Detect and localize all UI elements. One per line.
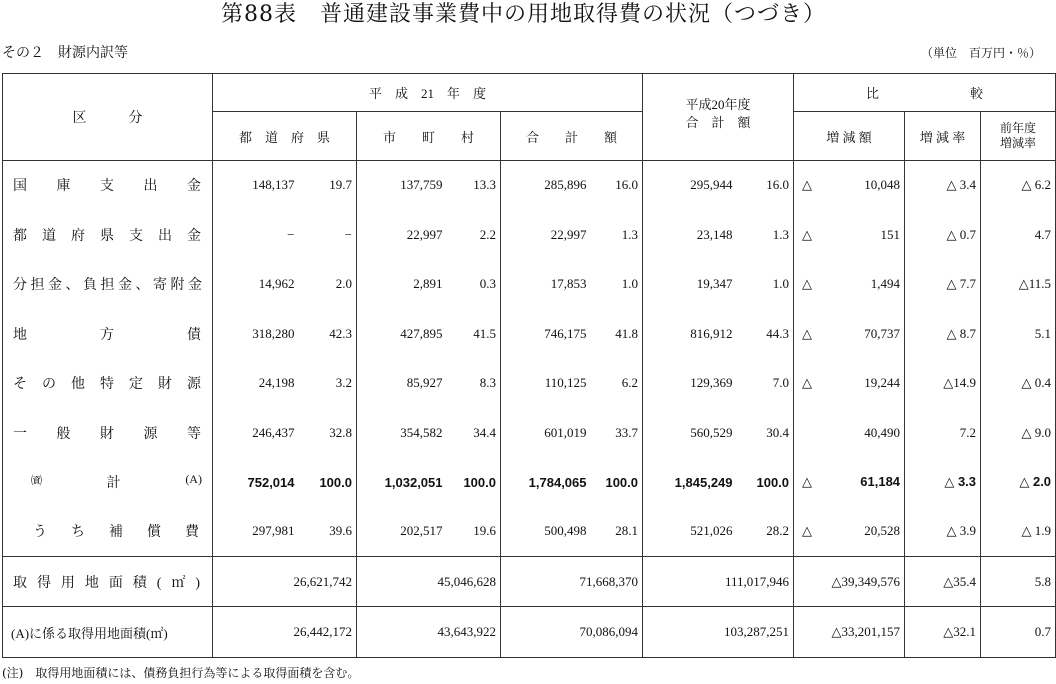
cell-total: 500,498: [501, 507, 591, 557]
cell-prev-rate: △ 2.0: [981, 457, 1056, 507]
diff-triangle: [798, 425, 802, 441]
cell-rate: △14.9: [905, 358, 981, 408]
cell-prev-pct: 100.0: [737, 457, 794, 507]
diff-triangle: △: [802, 523, 813, 539]
cell-muni: 137,759: [357, 160, 447, 210]
cell-total: 110,125: [501, 358, 591, 408]
cell-pref: −: [213, 210, 299, 260]
total-row: [3, 457, 1056, 507]
cell-rate: △ 3.3: [905, 457, 981, 507]
cell-prev-rate: 0.7: [981, 607, 1056, 658]
cell-pref-pct: 100.0: [299, 457, 357, 507]
table-row: [3, 358, 1056, 408]
cell-total: 22,997: [501, 210, 591, 260]
cell-prev: 103,287,251: [643, 607, 794, 658]
diff-value: 10,048: [864, 177, 901, 193]
cell-diff: △39,349,576: [794, 556, 905, 607]
cell-muni-pct: 41.5: [447, 309, 501, 359]
total-label-left: ㈾: [31, 475, 42, 488]
cell-prev-rate: △11.5: [981, 259, 1056, 309]
cell-pref: 297,981: [213, 507, 299, 557]
cell-diff: [794, 309, 905, 359]
cell-prev-rate: △ 9.0: [981, 408, 1056, 458]
cell-muni: 2,891: [357, 259, 447, 309]
area-a-row: [3, 607, 1056, 658]
row-label: その他特定財源: [3, 358, 213, 408]
cell-total: 70,086,094: [501, 607, 643, 658]
diff-triangle: △: [802, 375, 813, 391]
data-table: [2, 73, 1056, 658]
cell-rate: △32.1: [905, 607, 981, 658]
cell-total: 601,019: [501, 408, 591, 458]
cell-muni-pct: 8.3: [447, 358, 501, 408]
cell-prev-pct: 16.0: [737, 160, 794, 210]
cell-prev-rate: 5.8: [981, 556, 1056, 607]
header-h20-line1: 平成20年度: [685, 97, 751, 112]
area-row: [3, 556, 1056, 607]
cell-pref: 318,280: [213, 309, 299, 359]
row-label: 分担金、負担金、寄附金: [3, 259, 213, 309]
cell-rate: △ 3.4: [905, 160, 981, 210]
cell-muni: 85,927: [357, 358, 447, 408]
cell-pref: 148,137: [213, 160, 299, 210]
header-zougengaku: 増 減 額: [794, 112, 905, 160]
cell-rate: △ 8.7: [905, 309, 981, 359]
cell-total: 746,175: [501, 309, 591, 359]
cell-pref: 24,198: [213, 358, 299, 408]
cell-pref: 26,442,172: [213, 607, 357, 658]
cell-muni: 22,997: [357, 210, 447, 260]
header-h21: 平 成 21 年 度: [213, 74, 643, 112]
cell-diff: [794, 358, 905, 408]
cell-prev-rate: △ 1.9: [981, 507, 1056, 557]
cell-prev: 295,944: [643, 160, 737, 210]
compensation-row: [3, 507, 1056, 557]
table-row: [3, 160, 1056, 210]
cell-muni: 354,582: [357, 408, 447, 458]
cell-diff: [794, 457, 905, 507]
cell-rate: △ 7.7: [905, 259, 981, 309]
diff-value: 70,737: [864, 325, 901, 341]
cell-prev-rate: 4.7: [981, 210, 1056, 260]
cell-prev-rate: △ 6.2: [981, 160, 1056, 210]
cell-total-pct: 33.7: [591, 408, 643, 458]
cell-pref-pct: 39.6: [299, 507, 357, 557]
row-label: 取得用地面積(㎡): [3, 556, 213, 607]
cell-muni-pct: 34.4: [447, 408, 501, 458]
diff-triangle: △: [802, 177, 813, 193]
cell-muni: 1,032,051: [357, 457, 447, 507]
cell-total: 285,896: [501, 160, 591, 210]
cell-pref-pct: −: [299, 210, 357, 260]
cell-prev-pct: 44.3: [737, 309, 794, 359]
cell-prev-pct: 1.3: [737, 210, 794, 260]
cell-prev: 19,347: [643, 259, 737, 309]
table-row: [3, 309, 1056, 359]
page-title: 第88表 普通建設事業費中の用地取得費の状況（つづき）: [221, 2, 826, 27]
cell-prev: 521,026: [643, 507, 737, 557]
cell-rate: △ 3.9: [905, 507, 981, 557]
cell-prev-pct: 30.4: [737, 408, 794, 458]
cell-pref: 26,621,742: [213, 556, 357, 607]
header-hikaku: 比 較: [794, 74, 1056, 112]
cell-diff: [794, 210, 905, 260]
table-subtitle: その２ 財源内訳等: [2, 45, 128, 61]
cell-prev-rate: △ 0.4: [981, 358, 1056, 408]
cell-pref: 14,962: [213, 259, 299, 309]
cell-muni: 45,046,628: [357, 556, 501, 607]
cell-pref: 246,437: [213, 408, 299, 458]
cell-total-pct: 28.1: [591, 507, 643, 557]
cell-muni-pct: 0.3: [447, 259, 501, 309]
cell-prev-pct: 7.0: [737, 358, 794, 408]
cell-prev-rate: 5.1: [981, 309, 1056, 359]
cell-prev-pct: 1.0: [737, 259, 794, 309]
diff-value: 20,528: [864, 523, 901, 539]
cell-pref-pct: 2.0: [299, 259, 357, 309]
cell-total: 17,853: [501, 259, 591, 309]
table-row: [3, 210, 1056, 260]
total-label: [3, 457, 213, 507]
header-zougenritsu: 増 減 率: [905, 112, 981, 160]
row-label: 一般財源等: [3, 408, 213, 458]
footnote: (注) 取得用地面積には、債務負担行為等による取得面積を含む。: [2, 666, 360, 680]
diff-triangle: △: [802, 276, 813, 292]
cell-diff: [794, 160, 905, 210]
cell-muni-pct: 2.2: [447, 210, 501, 260]
cell-rate: △ 0.7: [905, 210, 981, 260]
cell-muni-pct: 19.6: [447, 507, 501, 557]
cell-prev: 111,017,946: [643, 556, 794, 607]
header-h20: [643, 74, 794, 161]
cell-rate: 7.2: [905, 408, 981, 458]
diff-triangle: △: [802, 226, 813, 242]
cell-total-pct: 16.0: [591, 160, 643, 210]
cell-prev: 129,369: [643, 358, 737, 408]
row-label: (A)に係る取得用地面積(㎡): [3, 607, 213, 658]
cell-prev: 560,529: [643, 408, 737, 458]
cell-pref-pct: 42.3: [299, 309, 357, 359]
cell-prev: 816,912: [643, 309, 737, 359]
diff-value: 61,184: [860, 474, 901, 490]
diff-triangle: △: [802, 325, 813, 341]
unit-label: （単位 百万円・％）: [920, 46, 1041, 60]
diff-value: 1,494: [870, 276, 901, 292]
header-h20-line2: 合 計 額: [685, 115, 751, 130]
header-zennen-line1: 前年度: [1000, 121, 1037, 136]
header-zennen-line2: 増減率: [1000, 136, 1037, 151]
diff-value: 40,490: [864, 424, 901, 440]
header-gokei: 合 計 額: [501, 112, 643, 160]
cell-muni: 202,517: [357, 507, 447, 557]
cell-total: 71,668,370: [501, 556, 643, 607]
cell-total: 1,784,065: [501, 457, 591, 507]
cell-diff: [794, 408, 905, 458]
row-label: 地方債: [3, 309, 213, 359]
header-shichoson: 市 町 村: [357, 112, 501, 160]
cell-total-pct: 41.8: [591, 309, 643, 359]
header-zennen: [981, 112, 1056, 160]
cell-diff: △33,201,157: [794, 607, 905, 658]
cell-prev-pct: 28.2: [737, 507, 794, 557]
total-label-right: (A): [185, 472, 202, 487]
header-kubun: 区 分: [3, 74, 213, 161]
cell-diff: [794, 507, 905, 557]
table-row: [3, 259, 1056, 309]
cell-diff: [794, 259, 905, 309]
row-label: 国庫支出金: [3, 160, 213, 210]
cell-muni: 43,643,922: [357, 607, 501, 658]
cell-prev: 1,845,249: [643, 457, 737, 507]
diff-triangle: △: [802, 474, 813, 490]
cell-total-pct: 100.0: [591, 457, 643, 507]
cell-pref-pct: 32.8: [299, 408, 357, 458]
table-row: [3, 408, 1056, 458]
row-label: 都道府県支出金: [3, 210, 213, 260]
row-label: うち補償費: [3, 507, 213, 557]
cell-pref-pct: 3.2: [299, 358, 357, 408]
cell-muni-pct: 100.0: [447, 457, 501, 507]
header-todofuken: 都 道 府 県: [213, 112, 357, 160]
cell-rate: △35.4: [905, 556, 981, 607]
cell-pref-pct: 19.7: [299, 160, 357, 210]
cell-pref: 752,014: [213, 457, 299, 507]
cell-total-pct: 1.3: [591, 210, 643, 260]
cell-prev: 23,148: [643, 210, 737, 260]
cell-total-pct: 1.0: [591, 259, 643, 309]
cell-muni: 427,895: [357, 309, 447, 359]
diff-value: 151: [880, 226, 901, 242]
total-label-mid: 計: [106, 476, 121, 492]
cell-total-pct: 6.2: [591, 358, 643, 408]
diff-value: 19,244: [864, 375, 901, 391]
cell-muni-pct: 13.3: [447, 160, 501, 210]
